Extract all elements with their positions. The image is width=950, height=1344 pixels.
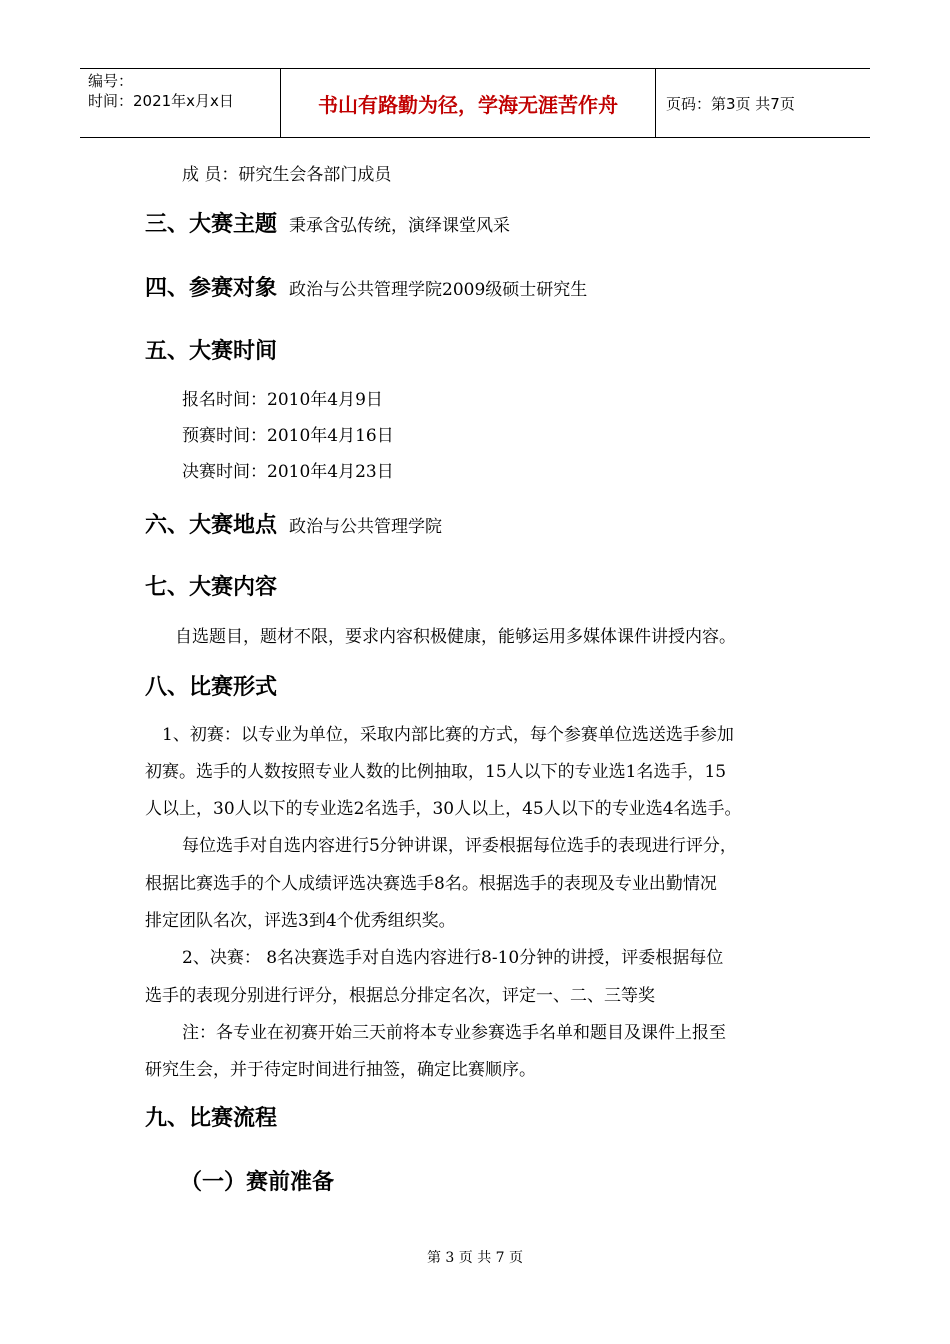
section-process-title: 九、比赛流程 <box>145 1106 278 1131</box>
section-title: 六、大赛地点 <box>145 513 278 538</box>
header-motto: 书山有路勤为径，学海无涯苦作舟 <box>280 69 656 137</box>
page-footer: 第 3 页 共 7 页 <box>426 1250 524 1266</box>
note-line: 注：各专业在初赛开始三天前将本专业参赛选手名单和题目及课件上报至 <box>182 1023 726 1043</box>
section-theme <box>145 207 510 238</box>
section-venue <box>145 508 442 539</box>
page-header <box>80 68 870 138</box>
format-paragraph-line: 排定团队名次，评选3到4个优秀组织奖。 <box>145 911 456 931</box>
format-paragraph-line: 选手的表现分别进行评分，根据总分排定名次，评定一、二、三等奖 <box>145 986 655 1006</box>
number-label: 编号： <box>88 72 134 90</box>
subsection-preparation: （一）赛前准备 <box>180 1170 335 1195</box>
section-format-title: 八、比赛形式 <box>145 675 278 700</box>
section-desc: 政治与公共管理学院 <box>289 517 443 537</box>
header-meta <box>80 69 280 137</box>
note-line: 研究生会，并于待定时间进行抽签，确定比赛顺序。 <box>145 1060 536 1080</box>
format-paragraph-line: 1、初赛：以专业为单位，采取内部比赛的方式，每个参赛单位选送选手参加 <box>162 725 734 745</box>
format-paragraph-line: 每位选手对自选内容进行5分钟讲课，评委根据每位选手的表现进行评分， <box>182 836 737 856</box>
header-page-info: 页码：第3页 共7页 <box>666 94 795 113</box>
section-title: 三、大赛主题 <box>145 212 278 237</box>
time-label: 时间：2021年x月x日 <box>88 92 234 110</box>
content-text: 自选题目，题材不限，要求内容积极健康，能够运用多媒体课件讲授内容。 <box>175 627 736 647</box>
section-desc: 政治与公共管理学院2009级硕士研究生 <box>289 280 588 300</box>
section-desc: 秉承含弘传统，演绎课堂风采 <box>289 216 511 236</box>
section-time-title: 五、大赛时间 <box>145 339 278 364</box>
format-paragraph-line: 2、决赛： 8名决赛选手对自选内容进行8-10分钟的讲授，评委根据每位 <box>182 948 724 968</box>
format-paragraph-line: 根据比赛选手的个人成绩评选决赛选手8名。根据选手的表现及专业出勤情况 <box>145 874 717 894</box>
registration-time: 报名时间：2010年4月9日 <box>182 390 383 410</box>
preliminary-time: 预赛时间：2010年4月16日 <box>182 426 394 446</box>
final-time: 决赛时间：2010年4月23日 <box>182 462 394 482</box>
format-paragraph-line: 初赛。选手的人数按照专业人数的比例抽取，15人以下的专业选1名选手，15 <box>145 762 727 782</box>
section-title: 四、参赛对象 <box>145 276 278 301</box>
format-paragraph-line: 人以上，30人以下的专业选2名选手，30人以上，45人以下的专业选4名选手。 <box>145 799 742 819</box>
section-content-title: 七、大赛内容 <box>145 575 278 600</box>
members-line: 成 员：研究生会各部门成员 <box>182 165 392 185</box>
section-participants <box>145 271 587 302</box>
